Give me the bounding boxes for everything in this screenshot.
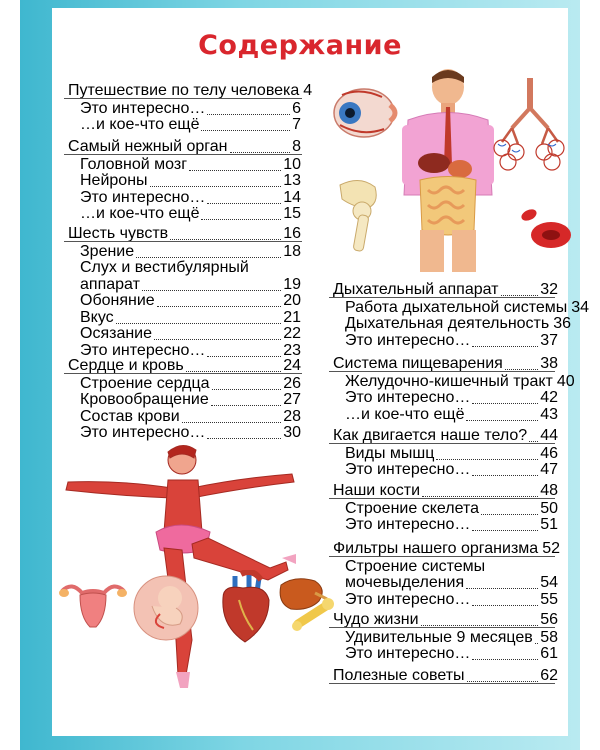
toc-entry-label: …и кое-что ещё <box>345 405 465 423</box>
toc-subentry <box>345 591 558 609</box>
toc-entry-label: Слух и вестибулярный <box>80 259 249 276</box>
toc-page-number: 61 <box>540 645 558 662</box>
toc-page-number: 47 <box>540 461 558 478</box>
toc-entry-label: Строение скелета <box>345 499 479 517</box>
human-torso-organs-illustration <box>398 65 498 275</box>
toc-entry-label: Удивительные 9 месяцев <box>345 628 533 646</box>
toc-leader-dots <box>481 514 538 515</box>
toc-entry-label: Фильтры нашего организма <box>333 540 539 557</box>
toc-entry-label: …и кое-что ещё <box>80 205 200 222</box>
toc-subentry <box>80 189 301 207</box>
toc-leader-dots <box>466 588 538 589</box>
toc-chapter-separator <box>64 154 302 155</box>
heart-illustration <box>213 570 278 645</box>
toc-subentry <box>345 629 558 647</box>
toc-subentry <box>80 116 301 134</box>
toc-page-number: 58 <box>540 628 558 646</box>
toc-leader-dots <box>207 114 290 115</box>
toc-leader-dots <box>150 186 282 187</box>
toc-entry-label: мочевыделения <box>345 574 465 591</box>
toc-subentry <box>345 315 572 333</box>
toc-entry-label: Это интересно… <box>345 516 471 533</box>
toc-leader-dots <box>472 475 538 476</box>
toc-entry-label: Это интересно… <box>80 99 206 117</box>
toc-leader-dots <box>472 659 538 660</box>
toc-entry-label: Это интересно… <box>345 590 471 608</box>
toc-page-number: 13 <box>283 172 301 189</box>
toc-subentry <box>345 298 590 317</box>
toc-page-number: 44 <box>540 427 558 444</box>
toc-entry-label: Вкус <box>80 308 114 326</box>
toc-subentry <box>345 558 558 576</box>
toc-subentry <box>80 309 301 327</box>
toc-leader-dots <box>212 389 282 390</box>
toc-entry-label: Работа дыхательной системы <box>345 298 568 316</box>
toc-entry-label: Головной мозг <box>80 155 188 173</box>
toc-page-number: 28 <box>283 407 301 425</box>
toc-leader-dots <box>472 403 538 404</box>
toc-page-number: 23 <box>283 341 301 359</box>
toc-page-number: 10 <box>283 155 301 173</box>
toc-entry-label: Это интересно… <box>345 331 471 349</box>
toc-leader-dots <box>182 422 282 423</box>
bone-illustration <box>292 596 337 636</box>
toc-leader-dots <box>472 530 538 531</box>
lungs-illustration <box>490 78 570 173</box>
toc-page-number: 6 <box>292 99 301 117</box>
toc-page-number: 46 <box>540 444 558 462</box>
toc-entry-label: Дыхательный аппарат <box>333 281 499 298</box>
toc-page-number: 27 <box>283 391 301 408</box>
toc-page-number: 21 <box>283 308 301 326</box>
toc-leader-dots <box>207 203 281 204</box>
toc-chapter-separator <box>329 443 555 444</box>
red-blood-cell-illustration <box>515 205 575 255</box>
toc-chapter-separator <box>329 297 555 298</box>
toc-subentry <box>80 375 301 393</box>
eye-illustration <box>330 85 400 140</box>
toc-page-number: 52 <box>542 540 560 557</box>
toc-leader-dots <box>466 420 538 421</box>
toc-subentry <box>80 408 301 426</box>
toc-leader-dots <box>142 290 281 291</box>
toc-chapter-separator <box>329 627 555 628</box>
toc-leader-dots <box>116 323 282 324</box>
toc-page-number: 22 <box>283 325 301 342</box>
hip-joint-illustration <box>330 175 390 255</box>
toc-entry-label: Обоняние <box>80 292 155 309</box>
toc-page-number: 43 <box>540 405 558 423</box>
toc-subentry <box>80 391 301 409</box>
toc-entry-label: Нейроны <box>80 172 148 189</box>
toc-entry-label: аппарат <box>80 275 140 293</box>
toc-page-number: 20 <box>283 292 301 309</box>
toc-chapter-separator <box>329 371 555 372</box>
toc-subentry <box>345 332 558 350</box>
toc-page-number: 7 <box>292 116 301 133</box>
toc-subentry <box>80 172 301 190</box>
toc-subentry <box>345 445 558 463</box>
toc-subentry <box>345 645 558 663</box>
toc-subentry <box>345 516 558 534</box>
toc-leader-dots <box>472 605 538 606</box>
toc-entry-label: Наши кости <box>333 482 421 499</box>
toc-page-number: 8 <box>292 138 301 155</box>
toc-entry-label: Как двигается наше тело? <box>333 427 528 444</box>
toc-entry-label: …и кое-что ещё <box>80 116 200 133</box>
toc-subentry <box>345 389 558 407</box>
toc-leader-dots <box>535 643 538 644</box>
toc-page-number: 30 <box>283 424 301 441</box>
toc-leader-dots <box>472 346 538 347</box>
toc-page-number: 18 <box>283 242 301 260</box>
toc-subentry <box>345 574 558 592</box>
toc-chapter-separator <box>64 98 302 99</box>
toc-page-number: 16 <box>283 225 301 242</box>
toc-subentry <box>80 243 301 261</box>
toc-entry-label: Шесть чувств <box>68 225 169 242</box>
toc-subentry <box>80 100 301 118</box>
toc-page-number: 24 <box>283 357 301 374</box>
toc-page-number: 37 <box>540 331 558 349</box>
toc-entry-label: Это интересно… <box>345 645 471 662</box>
toc-entry-label: Кровообращение <box>80 391 209 408</box>
toc-subentry <box>80 424 301 442</box>
toc-entry-label: Это интересно… <box>345 389 471 406</box>
toc-chapter-separator <box>64 373 302 374</box>
toc-entry-label: Полезные советы <box>333 667 465 684</box>
toc-page-number: 50 <box>540 499 558 517</box>
toc-page-number: 36 <box>553 315 572 332</box>
toc-leader-dots <box>207 438 281 439</box>
toc-chapter-separator <box>329 498 555 499</box>
toc-leader-dots <box>201 219 281 220</box>
toc-page-number: 26 <box>283 374 301 392</box>
toc-entry-label: Желудочно-кишечный тракт <box>345 372 553 390</box>
toc-entry-label: Путешествие по телу человека <box>68 82 300 99</box>
toc-entry-label: Сердце и кровь <box>68 357 184 374</box>
toc-page-number: 48 <box>540 482 558 499</box>
toc-entry-label: Это интересно… <box>80 341 206 359</box>
toc-entry-label: Состав крови <box>80 407 180 425</box>
toc-leader-dots <box>211 405 281 406</box>
toc-entry-label: Зрение <box>80 242 135 260</box>
toc-leader-dots <box>154 339 281 340</box>
toc-entry-label: Дыхательная деятельность <box>345 315 550 332</box>
toc-entry-label: Система пищеварения <box>333 355 503 372</box>
toc-page-number: 38 <box>540 355 558 372</box>
toc-page-number: 14 <box>283 188 301 206</box>
toc-subentry <box>80 205 301 223</box>
toc-subentry <box>345 461 558 479</box>
toc-entry-label: Строение системы <box>345 557 486 575</box>
toc-page-number: 4 <box>303 82 313 99</box>
toc-leader-dots <box>189 170 281 171</box>
toc-entry-label: Чудо жизни <box>333 611 419 628</box>
toc-page-number: 42 <box>540 389 558 406</box>
toc-entry-label: Это интересно… <box>345 461 471 478</box>
page-title: Содержание <box>198 30 402 61</box>
toc-subentry <box>80 156 301 174</box>
toc-entry-label: Это интересно… <box>80 424 206 441</box>
toc-subentry <box>80 325 301 343</box>
toc-chapter-separator <box>329 683 555 684</box>
toc-chapter-separator <box>329 556 555 557</box>
toc-page-number: 51 <box>540 516 558 533</box>
toc-page-number: 15 <box>283 205 301 222</box>
toc-leader-dots <box>436 459 538 460</box>
toc-subentry <box>345 500 558 518</box>
toc-entry-label: Виды мышц <box>345 444 435 462</box>
toc-leader-dots <box>157 306 282 307</box>
toc-page-number: 34 <box>571 298 590 316</box>
fetus-illustration <box>130 570 205 645</box>
toc-subentry <box>345 406 558 424</box>
toc-page-number: 56 <box>540 611 558 628</box>
uterus-illustration <box>58 577 128 637</box>
toc-subentry <box>80 259 301 277</box>
ballerina-muscles-illustration <box>60 440 310 690</box>
toc-chapter-separator <box>64 241 302 242</box>
toc-entry-label: Строение сердца <box>80 374 210 392</box>
toc-page-number: 54 <box>540 574 558 591</box>
toc-page-number: 55 <box>540 590 558 608</box>
toc-subentry <box>80 292 301 310</box>
toc-page-number: 40 <box>556 372 575 390</box>
toc-entry-label: Осязание <box>80 325 153 342</box>
toc-leader-dots <box>136 257 281 258</box>
toc-subentry <box>80 276 301 294</box>
toc-leader-dots <box>201 130 290 131</box>
toc-page-number: 32 <box>540 281 558 298</box>
toc-entry-label: Самый нежный орган <box>68 138 228 155</box>
toc-subentry <box>345 372 575 391</box>
toc-entry-label: Это интересно… <box>80 188 206 206</box>
toc-page-number: 62 <box>540 667 558 684</box>
toc-page-number: 19 <box>283 275 301 293</box>
